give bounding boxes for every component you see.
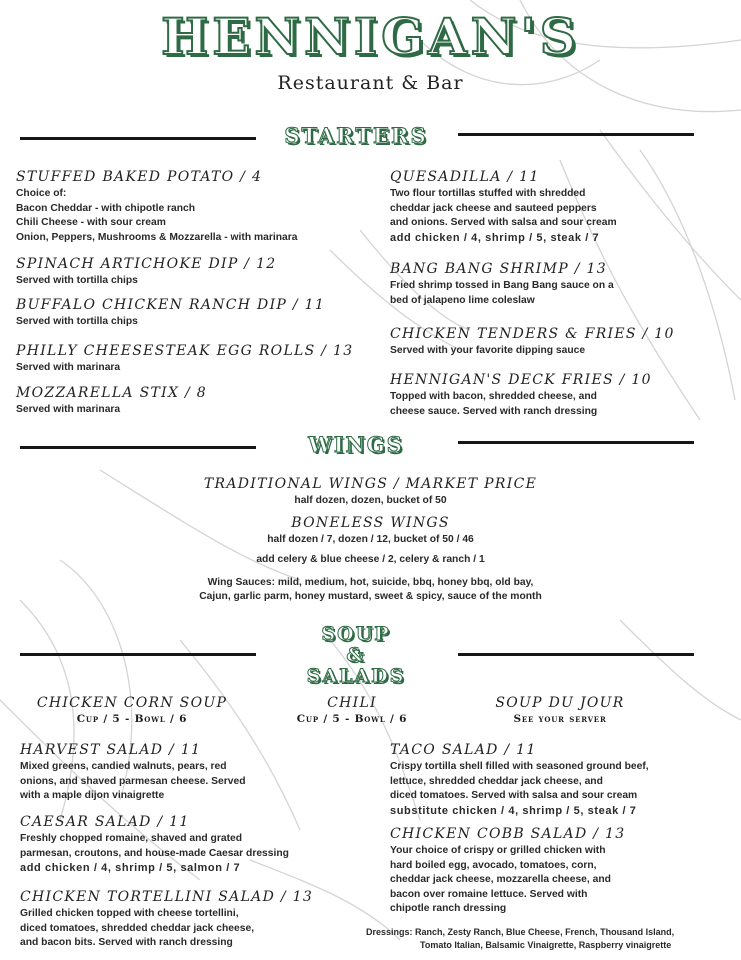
add-on-options: substitute chicken / 4, shrimp / 5, steak / 7: [390, 804, 637, 817]
description-line: Mixed greens, candied walnuts, pears, red: [20, 761, 227, 772]
description-line: Served with your favorite dipping sauce: [390, 345, 586, 356]
item-title: MOZZARELLA STIX / 8: [16, 385, 207, 401]
item-description: [16, 187, 298, 245]
item-title: CHICKEN TENDERS & FRIES / 10: [390, 326, 675, 342]
restaurant-name: HENNIGAN'S: [161, 7, 580, 66]
description-line: Two flour tortillas stuffed with shredded: [390, 188, 586, 199]
description-line: cheese sauce. Served with ranch dressing: [390, 405, 598, 417]
description-line: onions, and shaved parmesan cheese. Served: [20, 775, 246, 787]
menu-item: [390, 742, 649, 818]
item-title: SPINACH ARTICHOKE DIP / 12: [16, 256, 277, 272]
add-on-options: add chicken / 4, shrimp / 5, steak / 7: [390, 231, 600, 244]
divider-rule: [20, 653, 256, 656]
description-line: with a maple dijon vinaigrette: [20, 790, 165, 801]
description-line: Topped with bacon, shredded cheese, and: [390, 391, 597, 402]
menu-item: [390, 372, 652, 419]
menu-item: [16, 385, 207, 418]
add-on-options: add celery & blue cheese / 2, celery & ranch / 1: [256, 554, 485, 565]
description-line: Crispy tortilla shell filled with seasoned ground beef,: [390, 761, 649, 772]
description-line: Freshly chopped romaine, shaved and grated: [20, 833, 243, 844]
menu-item: [20, 814, 289, 876]
description-line: and onions. Served with salsa and sour cream: [390, 217, 617, 228]
item-title: TRADITIONAL WINGS / MARKET PRICE: [203, 476, 538, 492]
description-line: Bacon Cheddar - with chipotle ranch: [16, 202, 196, 214]
description-line: Fried shrimp tossed in Bang Bang sauce on a: [390, 280, 614, 291]
description-line: Grilled chicken topped with cheese tortellini,: [20, 908, 239, 919]
description-line: Served with marinara: [16, 362, 121, 373]
menu-item: [390, 826, 625, 917]
description-line: Served with tortilla chips: [16, 275, 138, 286]
soup-price-line: Cup / 5 - Bowl / 6: [76, 713, 188, 725]
item-title: CHICKEN CORN SOUP: [36, 695, 228, 711]
item-title: TACO SALAD / 11: [390, 742, 537, 758]
soup-price-line: See your server: [513, 713, 607, 725]
description-line: chipotle ranch dressing: [390, 903, 507, 914]
item-title: BONELESS WINGS: [291, 514, 450, 531]
description-line: Onion, Peppers, Mushrooms & Mozzarella - with marinara: [16, 231, 298, 243]
dressings-line: Tomato Italian, Balsamic Vinaigrette, Raspberry vinaigrette: [420, 940, 672, 950]
description-line: cheddar jack cheese and sauteed peppers: [390, 202, 597, 214]
menu-item: [20, 742, 245, 804]
section-heading-line: SOUP: [321, 623, 391, 645]
description-line: diced tomatoes, shredded cheddar jack cheese,: [20, 922, 255, 934]
description-line: diced tomatoes. Served with salsa and sour cream: [390, 790, 638, 801]
description-line: half dozen, dozen, bucket of 50: [294, 495, 447, 506]
menu-item: [16, 297, 325, 330]
item-title: STUFFED BAKED POTATO / 4: [16, 169, 263, 185]
restaurant-subtitle: Restaurant & Bar: [277, 72, 464, 94]
add-on-options: add chicken / 4, shrimp / 5, salmon / 7: [20, 862, 241, 874]
item-title: BUFFALO CHICKEN RANCH DIP / 11: [16, 297, 326, 313]
description-line: bacon over romaine lettuce. Served with: [390, 888, 588, 900]
divider-rule: [458, 133, 694, 136]
description-line: Served with tortilla chips: [16, 316, 138, 327]
soup-price-line: Cup / 5 - Bowl / 6: [296, 713, 408, 725]
item-title: PHILLY CHEESESTEAK EGG ROLLS / 13: [16, 343, 354, 359]
wing-sauces-line: Wing Sauces: mild, medium, hot, suicide, bbq, honey bbq, old bay,: [207, 576, 534, 588]
section-heading-line: &: [346, 644, 366, 666]
description-line: Choice of:: [16, 188, 67, 199]
item-title: QUESADILLA / 11: [390, 169, 540, 185]
menu-item: [16, 343, 353, 376]
item-title: CHILI: [327, 695, 377, 711]
section-heading-starters: STARTERS: [284, 123, 428, 148]
description-line: and bacon bits. Served with ranch dressing: [20, 937, 233, 948]
item-title: CHICKEN TORTELLINI SALAD / 13: [20, 889, 314, 905]
menu-item: [20, 889, 313, 951]
item-title: BANG BANG SHRIMP / 13: [390, 261, 607, 277]
item-title: HARVEST SALAD / 11: [20, 742, 202, 758]
item-title: CAESAR SALAD / 11: [20, 814, 190, 830]
soup-item: [460, 695, 660, 725]
soup-item: [252, 695, 452, 725]
divider-rule: [458, 441, 694, 444]
menu-item: [390, 169, 617, 245]
menu-item: [16, 256, 276, 289]
item-title: SOUP DU JOUR: [495, 695, 625, 711]
section-heading-soup-salads: [256, 624, 456, 687]
wings-block: [0, 476, 741, 605]
description-line: hard boiled egg, avocado, tomatoes, corn,: [390, 859, 597, 871]
section-heading-line: SALADS: [306, 665, 406, 687]
menu-item: [390, 261, 614, 308]
description-line: bed of jalapeno lime coleslaw: [390, 294, 535, 306]
divider-rule: [458, 653, 694, 656]
description-line: lettuce, shredded cheddar jack cheese, and: [390, 775, 603, 787]
description-line: Served with marinara: [16, 404, 121, 415]
description-line: parmesan, croutons, and house-made Caesar dressing: [20, 847, 289, 859]
description-line: cheddar jack cheese, mozzarella cheese, and: [390, 874, 611, 885]
menu-item: [16, 169, 298, 245]
divider-rule: [20, 137, 256, 140]
description-line: half dozen / 7, dozen / 12, bucket of 50 / 46: [267, 533, 474, 545]
section-heading-wings: WINGS: [308, 432, 404, 457]
item-title: HENNIGAN'S DECK FRIES / 10: [390, 372, 652, 388]
description-line: Your choice of crispy or grilled chicken with: [390, 845, 606, 856]
dressings-line: Dressings: Ranch, Zesty Ranch, Blue Cheese, French, Thousand Island,: [366, 927, 675, 937]
item-title: CHICKEN COBB SALAD / 13: [390, 826, 626, 842]
divider-rule: [20, 446, 256, 449]
dressings-note: [366, 926, 734, 952]
wing-sauces-line: Cajun, garlic parm, honey mustard, sweet & spicy, sauce of the month: [199, 591, 542, 602]
menu-item: [390, 326, 675, 359]
soup-item: [20, 695, 244, 725]
description-line: Chili Cheese - with sour cream: [16, 217, 166, 228]
